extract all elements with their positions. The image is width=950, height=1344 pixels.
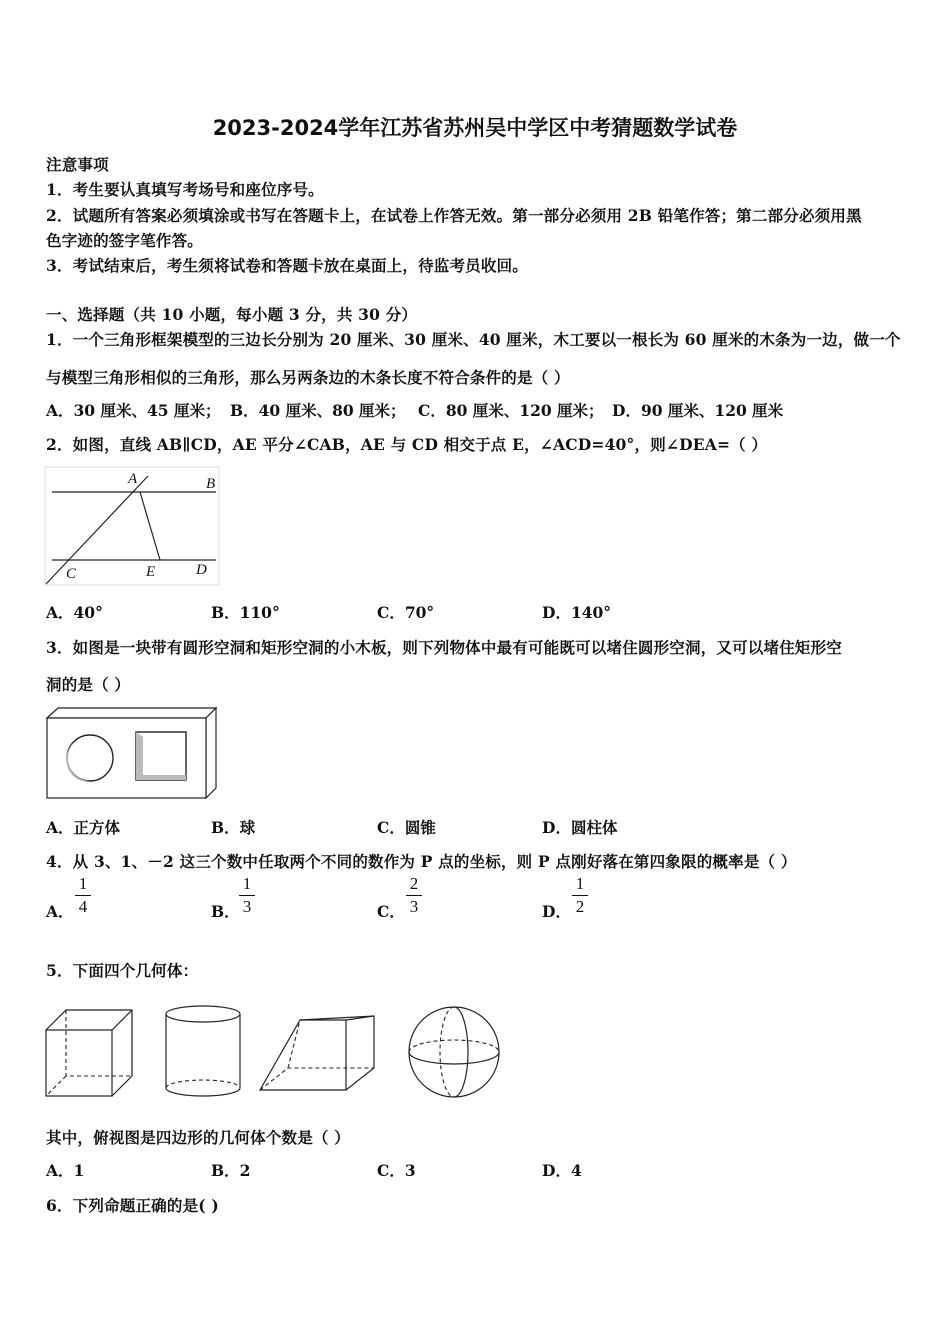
q3-option-c: C．圆锥 xyxy=(377,818,436,837)
q6-stem: 6．下列命题正确的是( ) xyxy=(46,1196,219,1215)
label-a: A xyxy=(128,471,138,487)
q2-option-d: D．140° xyxy=(542,603,612,622)
q1-line1: 1．一个三角形框架模型的三边长分别为 20 厘米、30 厘米、40 厘米，木工要以一根长为 60 厘米的木条为一边，做一个 xyxy=(46,330,901,349)
q2-option-c: C．70° xyxy=(377,603,435,622)
notice-item: 2．试题所有答案必须填涂或书写在答题卡上，在试卷上作答无效。第一部分必须用 2B 铅笔作答；第二部分必须用黑 xyxy=(46,206,862,225)
cylinder-figure xyxy=(163,1004,245,1100)
q5-option-b: B．2 xyxy=(211,1161,251,1180)
denominator: 4 xyxy=(78,897,88,916)
q4-option-c-fraction xyxy=(406,874,422,917)
q5-option-d: D．4 xyxy=(542,1161,582,1180)
q1-option-c: C．80 厘米、120 厘米； xyxy=(418,401,604,420)
sphere-figure xyxy=(406,1004,502,1100)
q5-question: 其中，俯视图是四边形的几何体个数是（ ） xyxy=(46,1128,350,1147)
q3-option-d: D．圆柱体 xyxy=(542,818,618,837)
denominator: 2 xyxy=(575,897,585,916)
q1-option-d: D．90 厘米、120 厘米 xyxy=(612,401,784,420)
notice-item: 3．考试结束后，考生须将试卷和答题卡放在桌面上，待监考员收回。 xyxy=(46,256,528,275)
numerator: 2 xyxy=(409,874,419,893)
q2-stem: 2．如图，直线 AB∥CD，AE 平分∠CAB，AE 与 CD 相交于点 E，∠ACD=40°，则∠DEA=（ ） xyxy=(46,435,768,454)
q4-option-a-fraction xyxy=(75,874,91,917)
q4-option-c-label: C． xyxy=(377,902,405,921)
denominator: 3 xyxy=(409,897,419,916)
q5-option-c: C．3 xyxy=(377,1161,416,1180)
label-c: C xyxy=(66,566,77,582)
q1-line2: 与模型三角形相似的三角形，那么另两条边的木条长度不符合条件的是（ ） xyxy=(46,368,570,387)
prism-figure xyxy=(258,1014,382,1094)
q4-option-d-fraction xyxy=(572,874,588,917)
label-e: E xyxy=(146,564,156,580)
q3-line2: 洞的是（ ） xyxy=(46,675,131,694)
notice-item: 1．考生要认真填写考场号和座位序号。 xyxy=(46,180,324,199)
q4-stem: 4．从 3、1、－2 这三个数中任取两个不同的数作为 P 点的坐标，则 P 点刚好落在第四象限的概率是（ ） xyxy=(46,852,797,871)
q1-option-b: B．40 厘米、80 厘米； xyxy=(230,401,406,420)
numerator: 1 xyxy=(242,874,252,893)
q4-option-d-label: D． xyxy=(542,902,571,921)
q5-option-a: A．1 xyxy=(46,1161,85,1180)
q3-board-figure xyxy=(46,706,218,800)
denominator: 3 xyxy=(242,897,252,916)
q2-option-b: B．110° xyxy=(211,603,280,622)
q1-option-a: A．30 厘米、45 厘米； xyxy=(46,401,221,420)
square-hole xyxy=(136,732,186,780)
cube-figure xyxy=(44,1008,136,1100)
q4-option-b-fraction xyxy=(239,874,255,917)
label-d: D xyxy=(196,562,207,578)
line-ae xyxy=(140,492,160,560)
q5-stem: 5．下面四个几何体： xyxy=(46,961,199,980)
page-title: 2023-2024学年江苏省苏州吴中学区中考猜题数学试卷 xyxy=(212,116,738,140)
numerator: 1 xyxy=(575,874,585,893)
board-top xyxy=(47,708,216,718)
q2-option-a: A．40° xyxy=(46,603,103,622)
notice-item: 色字迹的签字笔作答。 xyxy=(46,231,204,250)
q3-option-a: A．正方体 xyxy=(46,818,121,837)
q3-line1: 3．如图是一块带有圆形空洞和矩形空洞的小木板，则下列物体中最有可能既可以堵住圆形空洞，又可以堵住矩形空 xyxy=(46,638,842,657)
section-heading: 一、选择题（共 10 小题，每小题 3 分，共 30 分） xyxy=(46,305,418,324)
board-side xyxy=(206,708,216,798)
q3-option-b: B．球 xyxy=(211,818,256,837)
notice-heading: 注意事项 xyxy=(46,155,109,174)
numerator: 1 xyxy=(78,874,88,893)
q4-option-b-label: B． xyxy=(211,902,240,921)
q4-option-a-label: A． xyxy=(46,902,74,921)
label-b: B xyxy=(206,476,216,492)
q2-figure xyxy=(44,466,224,588)
